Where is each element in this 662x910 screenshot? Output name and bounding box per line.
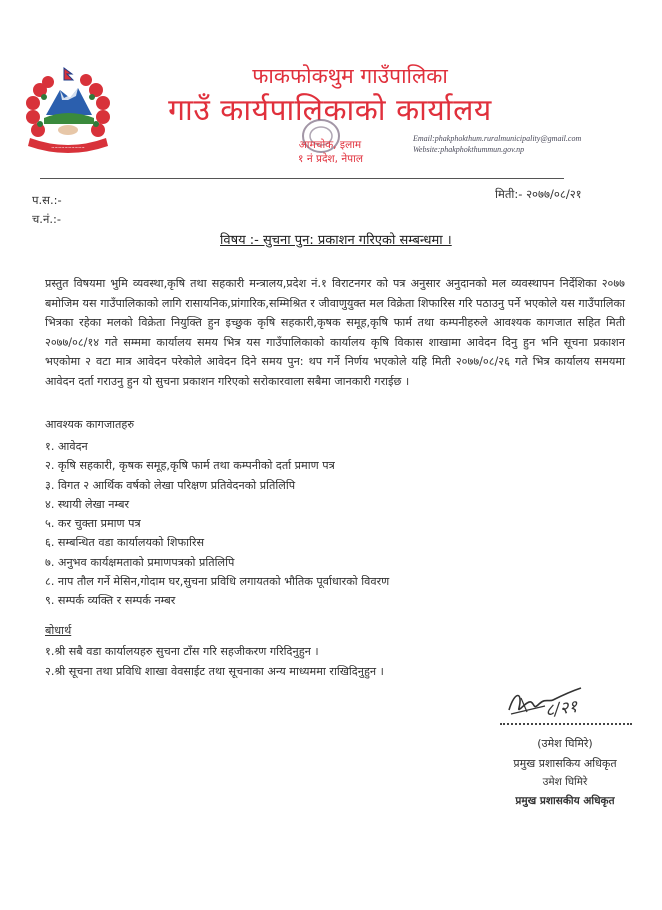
email-link[interactable]: Email:phakphokthum.ruralmunicipality@gmail.com bbox=[413, 134, 582, 143]
handwritten-date: ८/२१ bbox=[543, 696, 579, 722]
letter-date: मिती:- २०७७/०८/२१ bbox=[495, 187, 582, 201]
document-item: ६. सम्बन्धित वडा कार्यालयको शिफारिस bbox=[45, 536, 205, 550]
signature-line bbox=[500, 723, 632, 725]
stamp-signer-title: प्रमुख प्रशासकीय अधिकृत bbox=[515, 795, 615, 807]
reference-number-label: प.स.:- bbox=[32, 193, 62, 207]
document-item: ३. विगत २ आर्थिक वर्षको लेखा परिक्षण प्रतिवेदनको प्रतिलिपि bbox=[45, 478, 296, 492]
required-documents-list bbox=[45, 437, 389, 611]
stamp-signer-name: उमेश घिमिरे bbox=[542, 776, 588, 788]
address-line-1: आमचोक, इलाम bbox=[298, 139, 362, 151]
signer-name: (उमेश घिमिरे) bbox=[537, 737, 593, 750]
svg-text:~~~~~~~~~~: ~~~~~~~~~~ bbox=[51, 145, 85, 150]
letter-subject: विषय :- सुचना पुन: प्रकाशन गरिएको सम्बन्धमा । bbox=[220, 233, 452, 248]
copy-to-item: २.श्री सूचना तथा प्रविधि शाखा वेवसाईट तथा सूचनाका अन्य माध्यममा राखिदिनुहुन । bbox=[45, 664, 384, 678]
required-documents-heading: आवश्यक कागजातहरु bbox=[45, 418, 135, 431]
document-item: ९. सम्पर्क व्यक्ति र सम्पर्क नम्बर bbox=[45, 594, 176, 608]
header-divider bbox=[40, 178, 564, 179]
emblem-logo bbox=[18, 60, 118, 160]
contact-info bbox=[413, 133, 581, 155]
office-name: गाउँ कार्यपालिकाको कार्यालय bbox=[168, 93, 492, 128]
website-link[interactable]: Website:phakphokthummun.gov.np bbox=[413, 145, 525, 154]
document-item: ७. अनुभव कार्यक्षमताको प्रमाणपत्रको प्रतिलिपि bbox=[45, 555, 235, 569]
organization-name: फाकफोकथुम गाउँपालिका bbox=[252, 64, 448, 88]
document-item: ८. नाप तौल गर्ने मेसिन,गोदाम घर,सुचना प्रविधि लगायतको भौतिक पूर्वाधारको विवरण bbox=[45, 575, 390, 589]
dispatch-number-label: च.नं.:- bbox=[32, 212, 62, 226]
copy-to-item: १.श्री सबै वडा कार्यालयहरु सुचना टाँस गरि सहजीकरण गरिदिनुहुन । bbox=[45, 645, 319, 658]
document-item: ४. स्थायी लेखा नम्बर bbox=[45, 497, 130, 511]
signer-title: प्रमुख प्रशासकिय अधिकृत bbox=[513, 757, 617, 770]
document-item: १. आवेदन bbox=[45, 440, 88, 453]
copy-to-heading: बोधार्थ bbox=[45, 624, 72, 637]
address-line-2: १ नं प्रदेश, नेपाल bbox=[298, 153, 363, 165]
copy-to-list bbox=[45, 642, 384, 681]
document-item: ५. कर चुक्ता प्रमाण पत्र bbox=[45, 517, 141, 531]
body-paragraph: प्रस्तुत विषयमा भुमि व्यवस्था,कृषि तथा सहकारी मन्त्रालय,प्रदेश नं.१ विराटनगर को पत्र अनुसार अनुदानको मल व्यवस्थापन निर्देशिका २०७७ बमोजिम यस गाउँपालिकाको लागि रासायनिक,प्रांगारिक,सम्मिश्रित र जीवाणुयुक्त मल विक्रेता शिफारिस गरि पठाउनु पर्ने भएकोले यस गाउँपालिका भित्रका रहेका मलको विक्रेता नियुक्ति हुन इच्छुक कृषि सहकारी,कृषक समूह,कृषि फार्म तथा कम्पनीहरुले आवश्यक कागजात सहित मिती २०७७/०८/१४ गते सम्ममा कार्यालय समय भित्र यस गाउँपालिकाको कार्यालय कृषि विकास शाखामा आवेदन दिनु हुन भनि सूचना प्रकाशन भएकोमा २ वटा मात्र आवेदन परेकोले आवेदन दिने समय पुन: थप गर्ने निर्णय भएकोले यहि मिती २०७७/०८/२६ गते भित्र कार्यालय समयमा आवेदन दर्ता गराउनु हुन यो सुचना प्रकाशन गरिएको सरोकारवाला सबैमा जानकारी गराईछ । bbox=[45, 277, 625, 388]
document-item: २. कृषि सहकारी, कृषक समूह,कृषि फार्म तथा कम्पनीको दर्ता प्रमाण पत्र bbox=[45, 459, 335, 473]
